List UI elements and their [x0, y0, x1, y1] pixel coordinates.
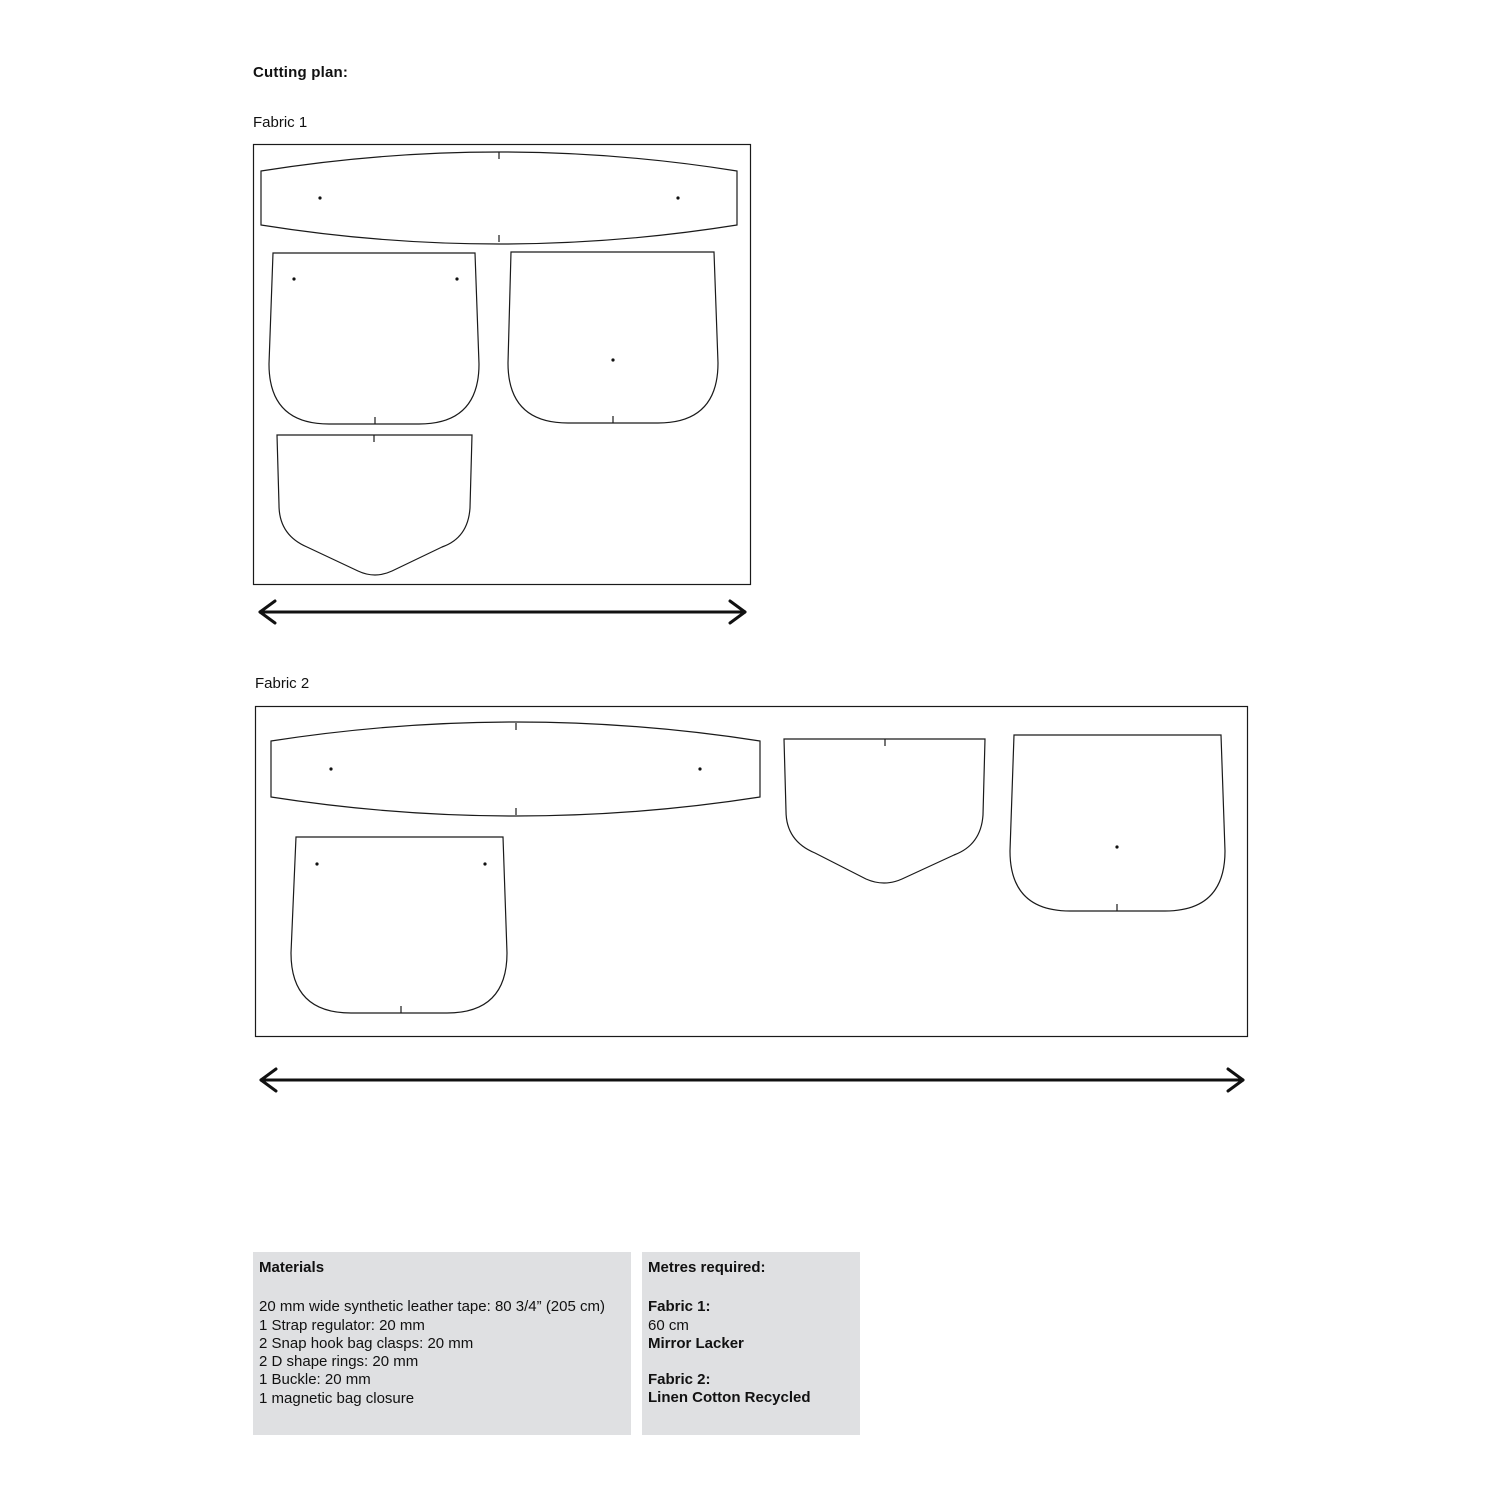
materials-item: 1 magnetic bag closure [259, 1389, 415, 1407]
fabric-2-layout [256, 707, 1248, 1092]
materials-item: 1 Strap regulator: 20 mm [259, 1316, 425, 1334]
fabric-2-label: Fabric 2 [255, 675, 310, 692]
metres-title: Metres required: [648, 1259, 766, 1276]
marker-dot [315, 862, 318, 865]
fabric-1-grain-arrow [260, 601, 745, 623]
marker-dot [698, 767, 701, 770]
marker-dot [1115, 845, 1118, 848]
fabric-2-pointed-piece [784, 739, 985, 883]
fabric-1-layout [254, 145, 751, 624]
metres-fabric-2-label: Fabric 2: [648, 1371, 711, 1389]
marker-dot [676, 196, 679, 199]
materials-item: 1 Buckle: 20 mm [259, 1371, 371, 1389]
fabric-1-body-piece-left [269, 253, 479, 424]
fabric-1-body-piece-right [508, 252, 718, 423]
metres-fabric-1-amount: 60 cm [648, 1316, 689, 1334]
materials-item: 20 mm wide synthetic leather tape: 80 3/4” (205 cm) [259, 1298, 605, 1316]
materials-item: 2 Snap hook bag clasps: 20 mm [259, 1334, 474, 1352]
fabric-1-strap-piece [261, 152, 737, 244]
metres-fabric-1-name: Mirror Lacker [648, 1334, 744, 1352]
metres-fabric-2-name: Linen Cotton Recycled [648, 1389, 811, 1407]
fabric-2-grain-arrow [261, 1069, 1243, 1091]
materials-title: Materials [259, 1259, 325, 1276]
marker-dot [483, 862, 486, 865]
metres-panel [642, 1252, 860, 1435]
marker-dot [455, 277, 458, 280]
marker-dot [318, 196, 321, 199]
materials-panel [253, 1252, 631, 1435]
materials-item: 2 D shape rings: 20 mm [259, 1353, 419, 1371]
marker-dot [329, 767, 332, 770]
fabric-2-strap-piece [271, 722, 760, 816]
page-title: Cutting plan: [253, 64, 349, 81]
metres-fabric-1-label: Fabric 1: [648, 1298, 711, 1316]
marker-dot [292, 277, 295, 280]
fabric-2-body-piece-left [291, 837, 507, 1013]
fabric-1-label: Fabric 1 [253, 114, 308, 131]
marker-dot [611, 358, 614, 361]
fabric-1-pointed-piece [277, 435, 472, 575]
fabric-2-body-piece-right [1010, 735, 1225, 911]
